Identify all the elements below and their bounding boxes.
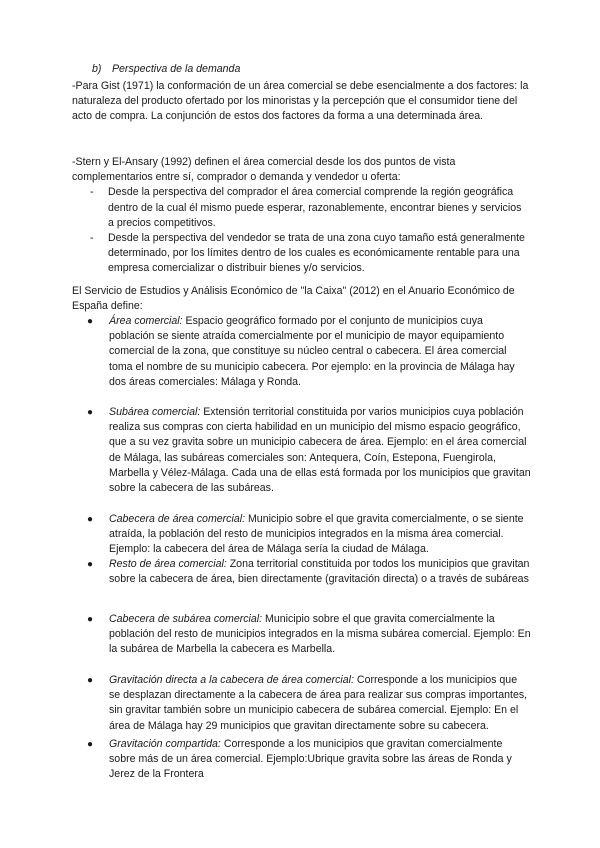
list-item [85, 557, 531, 587]
section-heading [92, 63, 240, 75]
bullet-marker: ● [87, 316, 94, 327]
paragraph-stern [72, 155, 530, 277]
list-item [85, 405, 531, 496]
dash-marker: - [90, 186, 94, 199]
paragraph-stern-text: -Stern y El-Ansary (1992) definen el área comercial desde los dos puntos de vista complementarios entre sí, comprador o demanda y vendedor u oferta: [72, 156, 456, 184]
definition-text: Municipio sobre el que gravita comercialmente, o se siente atraída, la población del resto de municipios integrados en la misma área comercial. Ejemplo: la cabecera del área de Málaga sería la ciudad de Málaga. [109, 513, 524, 556]
dash-item-text: Desde la perspectiva del vendedor se trata de una zona cuyo tamaño está generalmente determinado, por los límites dentro de los cuales es económicamente rentable para una empresa comercializar o distribuir bienes y/o servicios. [108, 232, 525, 275]
dash-list-item [72, 185, 530, 231]
definition-term: Subárea comercial: [109, 406, 201, 418]
paragraph-gist [72, 79, 530, 125]
definition-term: Gravitación directa a la cabecera de área comercial: [109, 674, 354, 686]
bullet-marker: ● [87, 559, 94, 570]
bullet-marker: ● [87, 675, 94, 686]
definition-text: Corresponde a los municipios que gravitan comercialmente sobre más de un área comercial. Ejemplo:Ubrique gravita sobre las áreas de Ronda y Jerez de la Frontera [109, 738, 512, 781]
definition-text: Corresponde a los municipios que se desplazan directamente a la cabecera de área para realizar sus compras importantes, sin gravitar también sobre un municipio cabecera de subárea comercial. Ejemplo: En el área de Málaga hay 29 municipios que gravitan directamente sobre su cabecera. [109, 674, 528, 732]
bullet-marker: ● [87, 514, 94, 525]
paragraph-caixa-text: El Servicio de Estudios y Análisis Económico de "la Caixa" (2012) en el Anuario Económico de España define: [72, 285, 515, 313]
list-item [85, 737, 531, 783]
bullet-marker: ● [87, 407, 94, 418]
dash-list-item [72, 231, 530, 277]
paragraph-gist-text: -Para Gist (1971) la conformación de un área comercial se debe esencialmente a dos factores: la naturaleza del producto ofertado por los minoristas y la percepción que el consumidor tiene del acto de compra. La conjunción de estos dos factores da forma a una determinada área. [72, 80, 529, 123]
definition-term: Cabecera de área comercial: [109, 513, 246, 525]
definition-text: Extensión territorial constituida por varios municipios cuya población realiza sus compras con cierta habilidad en un municipio del mismo espacio geográfico, que a su vez gravita sobre un municipio cabecera de área. Ejemplo: en el área comercial de Málaga, las subáreas comerciales son: Antequera, Coín, Estepona, Fuengirola, Marbella y Vélez-Málaga. Cada una de ellas está formada por los municipios que gravitan sobre la cabecera de las subáreas. [109, 406, 531, 495]
definition-text: Municipio sobre el que gravita comercialmente la población del resto de municipios integrados en la misma subárea comercial. Ejemplo: En la subárea de Marbella la cabecera es Marbella. [109, 613, 531, 656]
list-item [85, 512, 531, 558]
dash-item-text: Desde la perspectiva del comprador el área comercial comprende la región geográfica dentro de la cual él mismo puede esperar, razonablemente, encontrar bienes y servicios a precios competitivos. [108, 186, 522, 229]
section-label: b) [92, 63, 102, 75]
definition-text: Espacio geográfico formado por el conjunto de municipios cuya población se siente atraída comercialmente por el municipio de mayor equipamiento comercial de la zona, que constituye su núcleo central o cabecera. El área comercial toma el nombre de su municipio cabecera. Por ejemplo: en la provincia de Málaga hay dos áreas comerciales: Málaga y Ronda. [109, 315, 515, 388]
definition-term: Área comercial: [109, 315, 183, 327]
definition-term: Cabecera de subárea comercial: [109, 613, 263, 625]
bullet-marker: ● [87, 614, 94, 625]
list-item [85, 673, 531, 734]
paragraph-caixa [72, 284, 530, 314]
list-item [85, 314, 531, 390]
definition-term: Resto de área comercial: [109, 558, 227, 570]
definition-text: Zona territorial constituida por todos los municipios que gravitan sobre la cabecera de área, bien directamente (gravitación directa) o a través de subáreas [109, 558, 530, 586]
section-title: Perspectiva de la demanda [111, 63, 241, 75]
dash-marker: - [90, 232, 94, 245]
list-item [85, 612, 531, 658]
bullet-marker: ● [87, 739, 94, 750]
definition-term: Gravitación compartida: [109, 738, 221, 750]
